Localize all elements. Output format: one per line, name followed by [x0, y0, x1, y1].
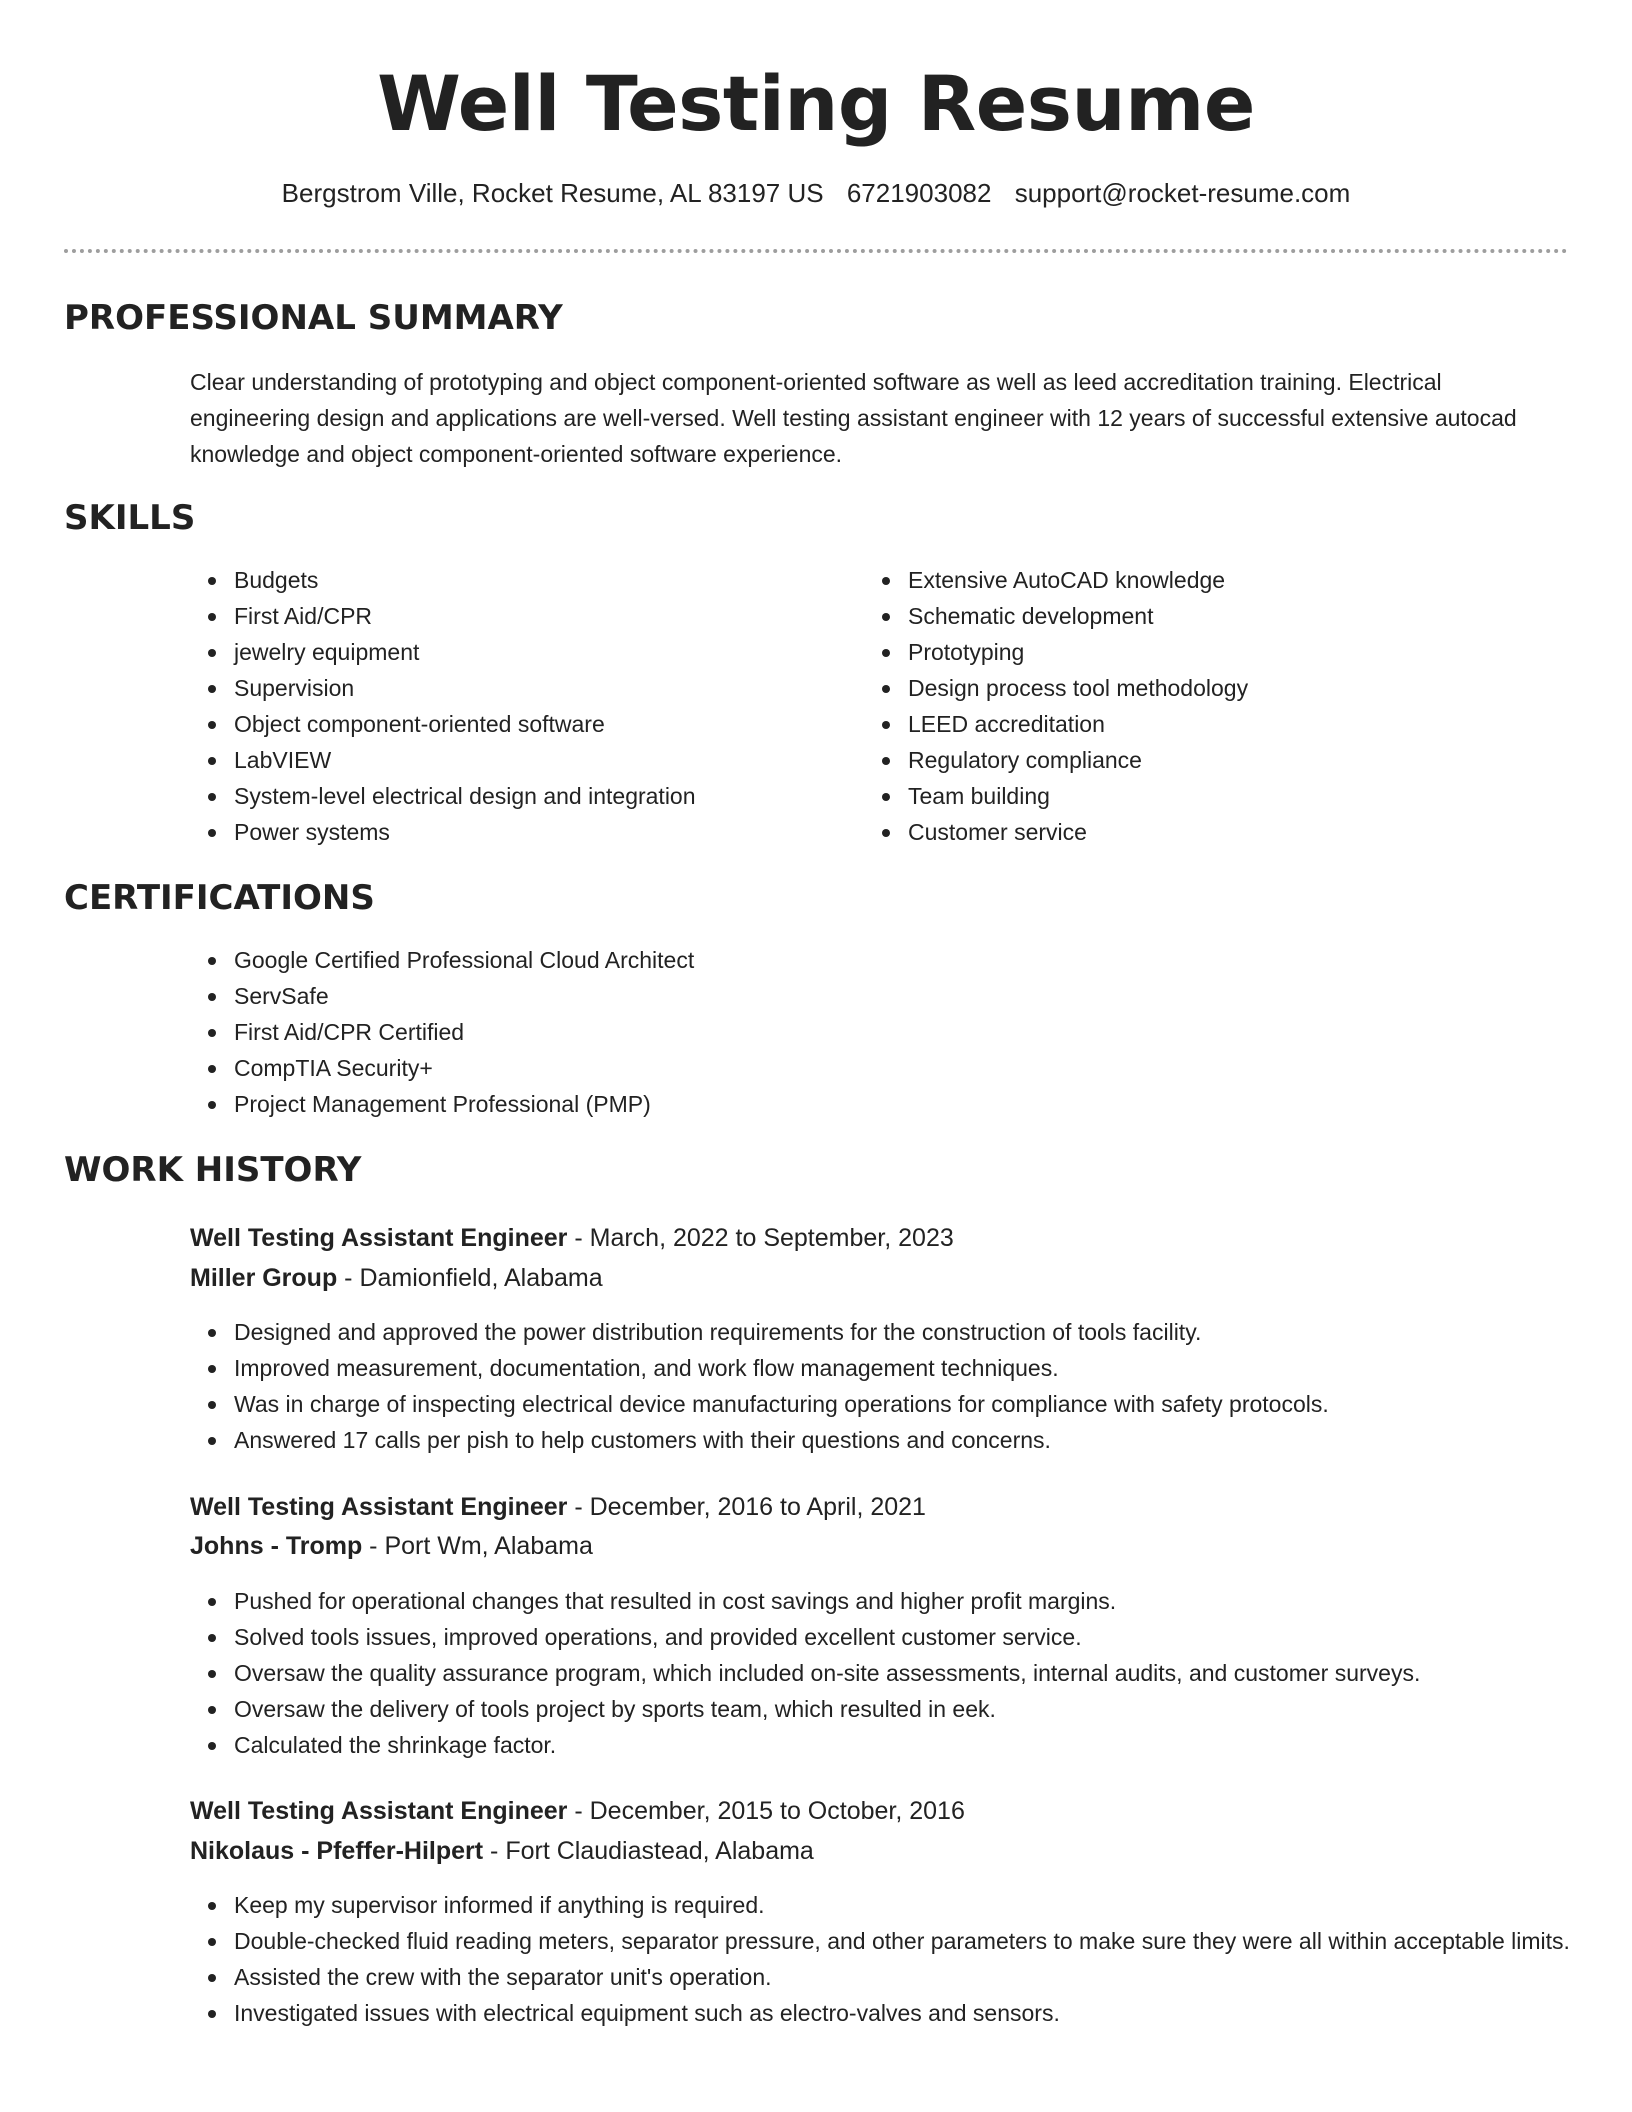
skills-list-right [864, 562, 1568, 850]
job-bullets [190, 1887, 1612, 2031]
list-item: Solved tools issues, improved operations, and provided excellent customer service. [234, 1619, 1612, 1655]
skills-heading: SKILLS [64, 498, 196, 538]
contact-phone: 6721903082 [846, 178, 992, 208]
resume-page [64, 0, 1570, 2026]
job-company-line [190, 1832, 1568, 1870]
job-title: Well Testing Assistant Engineer [190, 1493, 568, 1521]
job-dates: - March, 2022 to September, 2023 [567, 1224, 954, 1252]
list-item: Object component-oriented software [234, 706, 864, 742]
contact-email: support@rocket-resume.com [1014, 178, 1351, 208]
skills-list-left [190, 562, 864, 850]
job-location: - Damionfield, Alabama [337, 1264, 603, 1292]
work-history-heading: WORK HISTORY [64, 1150, 362, 1190]
list-item: ServSafe [234, 978, 1534, 1014]
certifications-list [190, 942, 1534, 1122]
certifications-heading: CERTIFICATIONS [64, 878, 375, 918]
list-item: Power systems [234, 814, 864, 850]
list-item: Project Management Professional (PMP) [234, 1086, 1534, 1122]
list-item: Oversaw the delivery of tools project by sports team, which resulted in eek. [234, 1691, 1612, 1727]
contact-address: Bergstrom Ville, Rocket Resume, AL 83197 US [281, 178, 824, 208]
list-item: Double-checked fluid reading meters, separator pressure, and other parameters to make sure they were all within acceptable limits. [234, 1923, 1612, 1959]
list-item: Team building [908, 778, 1568, 814]
job-dates: - December, 2016 to April, 2021 [567, 1493, 926, 1521]
header-divider [64, 249, 1568, 253]
list-item: Regulatory compliance [908, 742, 1568, 778]
list-item: Investigated issues with electrical equipment such as electro-valves and sensors. [234, 1995, 1612, 2031]
list-item: First Aid/CPR [234, 598, 864, 634]
list-item: Designed and approved the power distribution requirements for the construction of tools facility. [234, 1314, 1612, 1350]
job-dates: - December, 2015 to October, 2016 [567, 1797, 965, 1825]
job-title-line [190, 1488, 1568, 1526]
job-title: Well Testing Assistant Engineer [190, 1797, 568, 1825]
list-item: Prototyping [908, 634, 1568, 670]
list-item: Improved measurement, documentation, and work flow management techniques. [234, 1350, 1612, 1386]
job-bullets [190, 1583, 1612, 1763]
job-company-line [190, 1259, 1568, 1297]
page-title: Well Testing Resume [377, 59, 1255, 148]
summary-text: Clear understanding of prototyping and object component-oriented software as well as leed accreditation training. Electrical engineering design and applications are well-versed. Well testing assistant engineer with 12 years of successful extensive autocad knowledge and object component-oriented software experience. [190, 369, 1517, 467]
job-title-line [190, 1792, 1568, 1830]
list-item: Keep my supervisor informed if anything is required. [234, 1887, 1612, 1923]
list-item: LabVIEW [234, 742, 864, 778]
contact-line [64, 176, 1568, 210]
list-item: First Aid/CPR Certified [234, 1014, 1534, 1050]
list-item: Design process tool methodology [908, 670, 1568, 706]
list-item: Schematic development [908, 598, 1568, 634]
job-company-line [190, 1527, 1568, 1565]
list-item: Answered 17 calls per pish to help customers with their questions and concerns. [234, 1422, 1612, 1458]
list-item: Calculated the shrinkage factor. [234, 1727, 1612, 1763]
list-item: LEED accreditation [908, 706, 1568, 742]
job-company: Nikolaus - Pfeffer-Hilpert [190, 1837, 484, 1865]
job-location: - Fort Claudiastead, Alabama [483, 1837, 814, 1865]
list-item: Budgets [234, 562, 864, 598]
job-bullets [190, 1314, 1612, 1458]
job-company: Johns - Tromp [190, 1532, 363, 1560]
list-item: Was in charge of inspecting electrical device manufacturing operations for compliance with safety protocols. [234, 1386, 1612, 1422]
summary-heading: PROFESSIONAL SUMMARY [64, 298, 563, 338]
list-item: Google Certified Professional Cloud Architect [234, 942, 1534, 978]
job-title-line [190, 1219, 1568, 1257]
job-location: - Port Wm, Alabama [362, 1532, 593, 1560]
list-item: Customer service [908, 814, 1568, 850]
list-item: Oversaw the quality assurance program, which included on-site assessments, internal audits, and customer surveys. [234, 1655, 1612, 1691]
list-item: CompTIA Security+ [234, 1050, 1534, 1086]
job-company: Miller Group [190, 1264, 338, 1292]
list-item: Supervision [234, 670, 864, 706]
list-item: System-level electrical design and integration [234, 778, 864, 814]
list-item: jewelry equipment [234, 634, 864, 670]
list-item: Pushed for operational changes that resulted in cost savings and higher profit margins. [234, 1583, 1612, 1619]
list-item: Assisted the crew with the separator unit's operation. [234, 1959, 1612, 1995]
list-item: Extensive AutoCAD knowledge [908, 562, 1568, 598]
job-title: Well Testing Assistant Engineer [190, 1224, 568, 1252]
